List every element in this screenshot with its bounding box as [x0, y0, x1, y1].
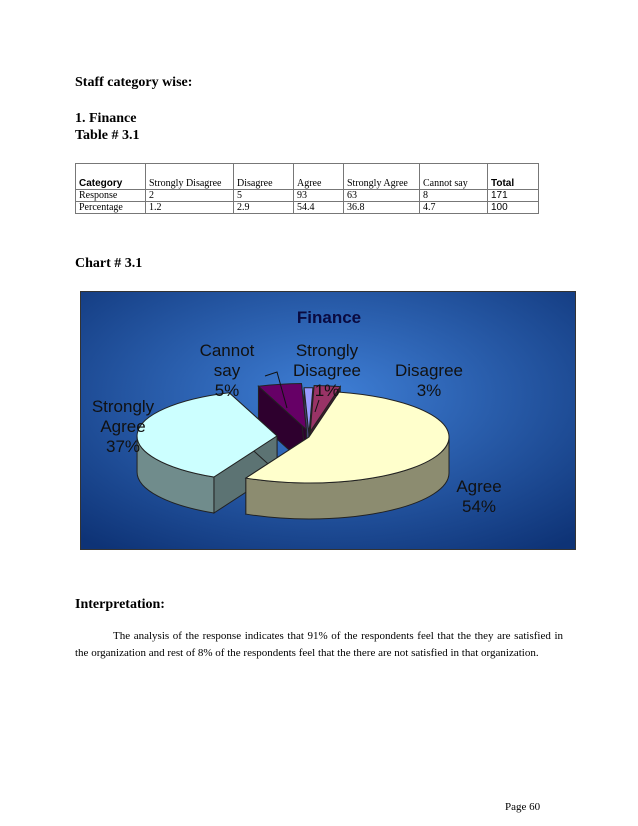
data-label-disagree: Disagree 3%: [394, 361, 464, 400]
interpretation-paragraph: [75, 628, 563, 662]
table-header-cell: Cannot say: [420, 164, 488, 190]
interpretation-title: Interpretation:: [75, 597, 165, 612]
table-header-cell: Category: [76, 164, 146, 190]
table-cell: 54.4: [294, 202, 344, 214]
table-header-cell: Total: [488, 164, 539, 190]
table-header-row: [76, 164, 539, 190]
table-header-cell: Strongly Agree: [344, 164, 420, 190]
table-cell: 2.9: [234, 202, 294, 214]
table-caption: Table # 3.1: [75, 128, 140, 143]
data-label-strongly-disagree: Strongly Disagree 1%: [292, 341, 362, 400]
table-cell: 1.2: [146, 202, 234, 214]
response-table: [75, 163, 539, 214]
table-cell: Percentage: [76, 202, 146, 214]
subsection-title: 1. Finance: [75, 111, 137, 126]
table-header-cell: Strongly Disagree: [146, 164, 234, 190]
table-cell: 171: [488, 190, 539, 202]
data-label-cannot-say: Cannot say 5%: [199, 341, 255, 400]
table-row: [76, 202, 539, 214]
table-header-cell: Agree: [294, 164, 344, 190]
table-cell: 36.8: [344, 202, 420, 214]
page-number: Page 60: [505, 801, 541, 813]
table-cell: Response: [76, 190, 146, 202]
table-header-cell: Disagree: [234, 164, 294, 190]
data-label-agree: Agree 54%: [456, 477, 502, 516]
chart-caption: Chart # 3.1: [75, 256, 143, 271]
data-label-strongly-agree: Strongly Agree 37%: [91, 397, 155, 456]
finance-pie-chart: [80, 291, 576, 550]
table-cell: 4.7: [420, 202, 488, 214]
chart-title: Finance: [296, 308, 362, 327]
section-title: Staff category wise:: [75, 75, 193, 90]
table-cell: 2: [146, 190, 234, 202]
table-cell: 5: [234, 190, 294, 202]
table-cell: 63: [344, 190, 420, 202]
table-cell: 8: [420, 190, 488, 202]
table-row: [76, 190, 539, 202]
interpretation-text: The analysis of the response indicates that 91% of the respondents feel that the they are satisfied in the organization and rest of 8% of the respondents feel that the there are not satisfied in that organization.: [75, 630, 563, 659]
table-cell: 100: [488, 202, 539, 214]
table-cell: 93: [294, 190, 344, 202]
